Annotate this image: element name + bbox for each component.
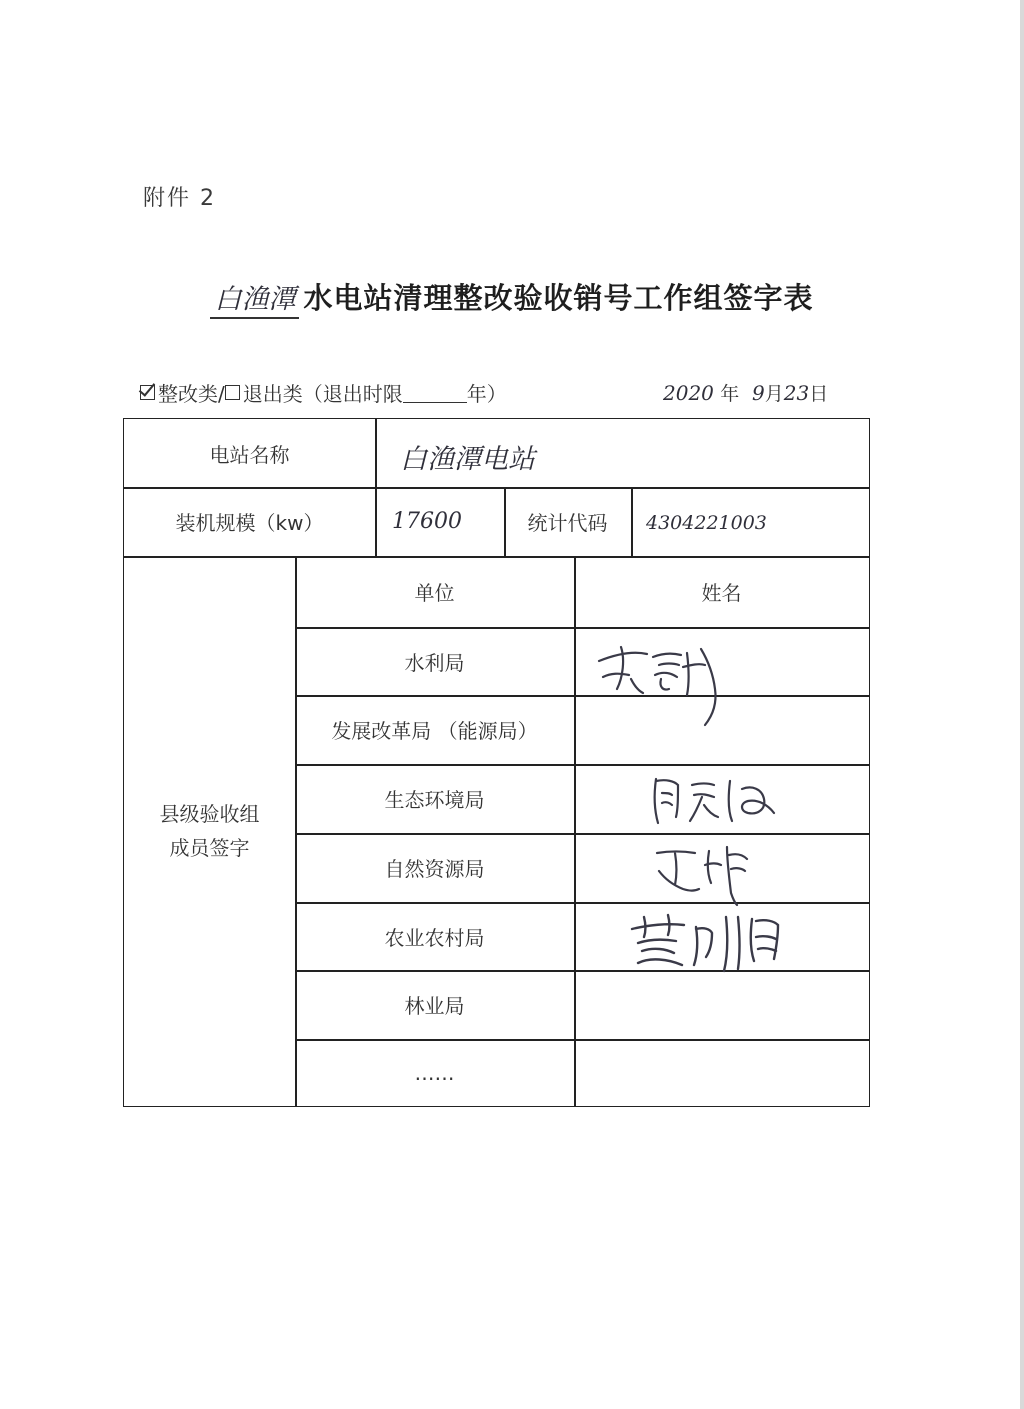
- exit-checkbox[interactable]: [225, 385, 240, 400]
- station-name-label: 电站名称: [209, 442, 290, 467]
- exit-years-blank[interactable]: [403, 386, 467, 403]
- grid-line: [375, 419, 377, 556]
- exit-label: 退出类（退出时限: [242, 382, 403, 406]
- stat-code-label: 统计代码: [527, 511, 608, 535]
- unit-water-resources: 水利局: [404, 650, 465, 675]
- signature-ecology-environment: [644, 771, 794, 831]
- capacity-label: 装机规模（kw）: [175, 511, 324, 535]
- unit-forestry: 林业局: [404, 994, 465, 1018]
- unit-etc: ……: [414, 1060, 455, 1085]
- date-month-label: 月: [764, 383, 784, 405]
- date-day: 23: [783, 381, 810, 405]
- signature-natural-resources: [649, 837, 759, 909]
- name-header: 姓名: [701, 581, 742, 605]
- group-label: [124, 556, 295, 1106]
- unit-ecology-environment: 生态环境局: [384, 788, 485, 812]
- signature-form-table: [123, 418, 870, 1107]
- date-year-label: 年: [720, 383, 740, 405]
- rectify-checkbox[interactable]: [140, 385, 155, 400]
- date: [663, 379, 828, 406]
- group-label-line2: 成员签字: [169, 836, 250, 860]
- unit-development-reform: 发展改革局 （能源局）: [331, 719, 538, 743]
- stat-code-value: 4304221003: [646, 512, 767, 534]
- title-handwritten-station: 白渔潭: [210, 284, 299, 319]
- grid-line: [631, 487, 633, 556]
- station-name-value: 白渔潭电站: [400, 444, 535, 475]
- signature-agriculture-rural: [624, 907, 794, 979]
- exit-year-suffix: 年）: [466, 382, 507, 406]
- form-title: [0, 276, 1024, 317]
- signature-water-resources: [589, 629, 739, 729]
- capacity-value: 17600: [392, 509, 462, 534]
- unit-agriculture-rural: 农业农村局: [384, 925, 485, 950]
- date-month: 9: [752, 381, 765, 405]
- scan-edge: [1020, 0, 1024, 1409]
- date-year: 2020: [663, 381, 714, 405]
- grid-line: [574, 556, 576, 1106]
- date-day-label: 日: [809, 383, 829, 405]
- title-printed: 水电站清理整改验收销号工作组签字表: [303, 281, 814, 315]
- category-line: [140, 378, 507, 407]
- rectify-label: 整改类/: [158, 382, 225, 406]
- unit-natural-resources: 自然资源局: [384, 857, 485, 881]
- attachment-label: 附件 2: [143, 186, 216, 211]
- unit-header: 单位: [414, 581, 455, 605]
- group-label-line1: 县级验收组: [159, 802, 260, 826]
